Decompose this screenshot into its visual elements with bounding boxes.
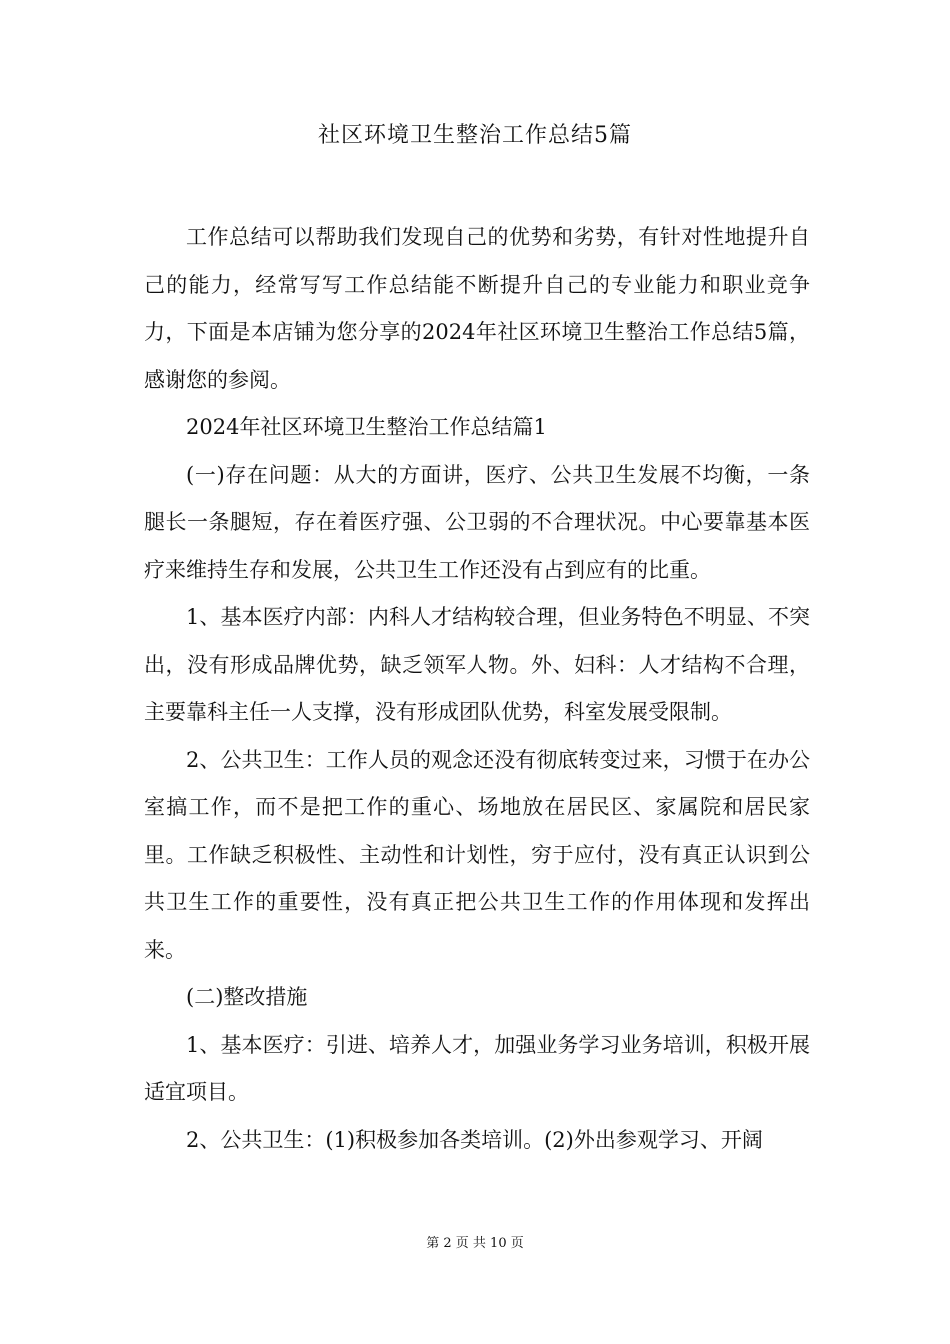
paragraph-basic-medical: 1、基本医疗内部：内科人才结构较合理，但业务特色不明显、不突出，没有形成品牌优势，缺乏领军人物。外、妇科：人才结构不合理，主要靠科主任一人支撑，没有形成团队优势，科室发展受限制。 <box>144 605 810 724</box>
section-heading: 2024年社区环境卫生整治工作总结篇1 <box>186 415 547 439</box>
paragraph-public-health: 2、公共卫生：工作人员的观念还没有彻底转变过来，习惯于在办公室搞工作，而不是把工作的重心、场地放在居民区、家属院和居民家里。工作缺乏积极性、主动性和计划性，穷于应付，没有真正认识到公共卫生工作的重要性，没有真正把公共卫生工作的作用体现和发挥出来。 <box>144 747 810 962</box>
page-footer: 第 2 页 共 10 页 <box>426 1236 524 1251</box>
paragraph-problems: (一)存在问题：从大的方面讲，医疗、公共卫生发展不均衡，一条腿长一条腿短，存在着医疗强、公卫弱的不合理状况。中心要靠基本医疗来维持生存和发展，公共卫生工作还没有占到应有的比重。 <box>144 462 810 582</box>
paragraph-intro: 工作总结可以帮助我们发现自己的优势和劣势，有针对性地提升自己的能力，经常写写工作总结能不断提升自己的专业能力和职业竞争力，下面是本店铺为您分享的2024年社区环境卫生整治工作总结5篇，感谢您的参阅。 <box>144 225 810 392</box>
subheading-measures: (二)整改措施 <box>186 985 308 1009</box>
paragraph-measure-public: 2、公共卫生：(1)积极参加各类培训。(2)外出参观学习、开阔 <box>186 1127 763 1152</box>
document-body <box>144 214 810 1164</box>
document-title: 社区环境卫生整治工作总结5篇 <box>318 123 632 148</box>
paragraph-measure-basic: 1、基本医疗：引进、培养人才，加强业务学习业务培训，积极开展适宜项目。 <box>144 1032 810 1104</box>
